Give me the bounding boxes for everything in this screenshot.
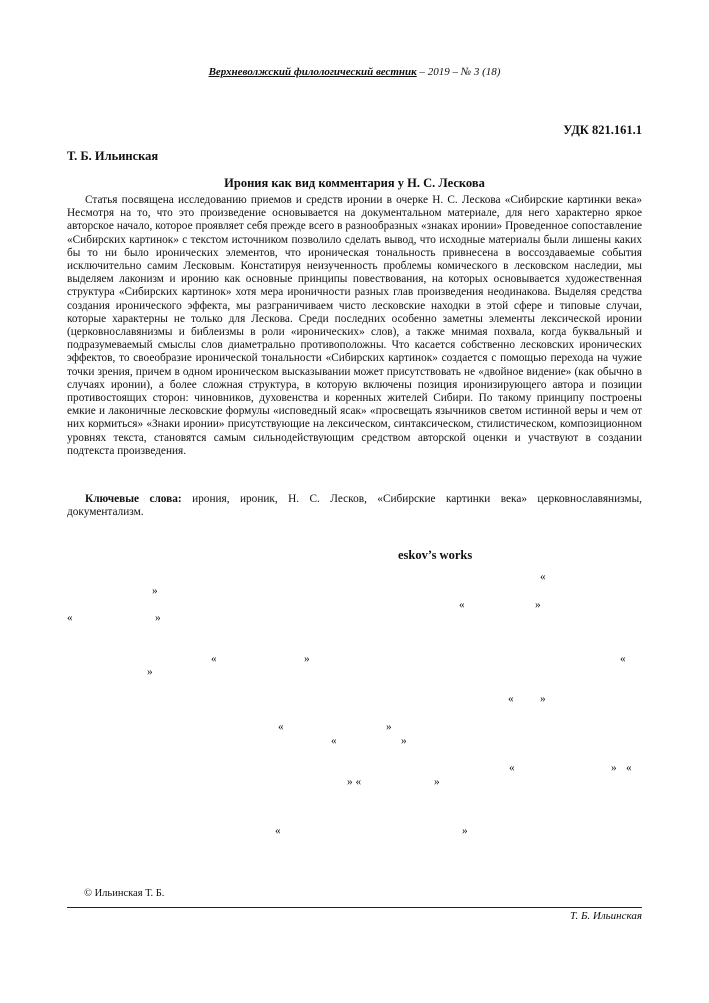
article-title: Ирония как вид комментария у Н. С. Лескова	[224, 176, 485, 190]
quote-fragment: «	[211, 653, 217, 665]
quote-fragment: «	[278, 721, 284, 733]
quote-fragment: »	[386, 721, 392, 733]
quote-fragment: » «	[347, 776, 362, 788]
running-header	[0, 66, 709, 78]
quote-fragment: »	[434, 776, 440, 788]
udc-code: УДК 821.161.1	[563, 123, 642, 137]
abstract: Статья посвящена исследованию приемов и средств иронии в очерке Н. С. Лескова «Сибирские картинки века» Несмотря на то, что это произведение основывается на документальном материале, для него характерно яркое авторское начало, которое проявляет себя прежде всего в разнообразных «знаках иронии» Проведенное сопоставление «Сибирских картинок» с текстом источником позволило сделать вывод, что исходные материалы были лишены каких бы то ни было иронических элементов, что ироническая тональность привнесена в воссоздаваемые события исключительно самим Лесковым. Констатируя неизученность проблемы комического в лесковском наследии, мы выделяем лаконизм и иронию как основные принципы повествования, на которых основывается художественная структура «Сибирских картинок» хотя мера ироничности разных глав произведения неодинакова. Выделяя средства создания иронического эффекта, мы разграничиваем чисто лесковские находки в этой сфере и типовые случаи, которые характерны не только для Лескова. Среди последних особенно заметны элементы лексической иронии (церковнославянизмы и библеизмы в роли «иронических» слов), а также мнимая похвала, когда буквальный и подразумеваемый смыслы слов диаметрально противоположны. Что касается собственно лесковских иронических эффектов, то своеобразие иронической тональности «Сибирских картинок» создается с помощью перехода на чужие точки зрения, причем в одном ироническом высказывании может присутствовать не «двойное видение» (как обычно в случаях иронии), а более сложная структура, в которую включены позиция иронизирующего автора и позиции противостоящих сторон: чиновников, духовенства и коренных жителей Сибири. По такому принципу построены емкие и лаконичные лесковские формулы «исповедный ясак» «просвещать язычников светом истинной веры и чем от них кормиться» «Знаки иронии» присутствующие на лексическом, синтаксическом, стилистическом, композиционном уровнях текста, становятся самым сильнодействующим средством авторской оценки и участвуют в создании подтекста произведения.	[67, 194, 642, 457]
journal-issue: – 2019 – № 3 (18)	[416, 66, 501, 78]
quote-fragment: «	[620, 653, 626, 665]
quote-fragment: »	[152, 585, 158, 597]
journal-name: Верхневолжский филологический вестник	[208, 66, 417, 78]
keywords-label: Ключевые слова:	[85, 493, 182, 505]
english-title-fragment: eskov’s works	[398, 548, 473, 562]
keywords-text: ирония, ироник, Н. С. Лесков, «Сибирские картинки века» церковнославянизмы, документализм.	[67, 493, 642, 519]
footer-author: Т. Б. Ильинская	[570, 910, 642, 922]
quote-fragment: «	[540, 571, 546, 583]
quote-fragment: »	[462, 825, 468, 837]
quote-fragment: »	[611, 762, 617, 774]
author-name: Т. Б. Ильинская	[67, 149, 159, 163]
quote-fragment: «	[331, 735, 337, 747]
quote-fragment: »	[401, 735, 407, 747]
quote-fragment: »	[540, 693, 546, 705]
quote-fragment: «	[509, 762, 515, 774]
copyright-notice: © Ильинская Т. Б.	[84, 888, 165, 899]
footer-divider	[67, 907, 642, 908]
quote-fragment: «	[275, 825, 281, 837]
quote-fragment: »	[147, 666, 153, 678]
quote-fragment: «	[459, 599, 465, 611]
quote-fragment: «	[508, 693, 514, 705]
quote-fragment: »	[535, 599, 541, 611]
keywords	[67, 493, 642, 519]
quote-fragment: «	[67, 612, 73, 624]
quote-fragment: «	[626, 762, 632, 774]
quote-fragment: »	[155, 612, 161, 624]
quote-fragment: »	[304, 653, 310, 665]
